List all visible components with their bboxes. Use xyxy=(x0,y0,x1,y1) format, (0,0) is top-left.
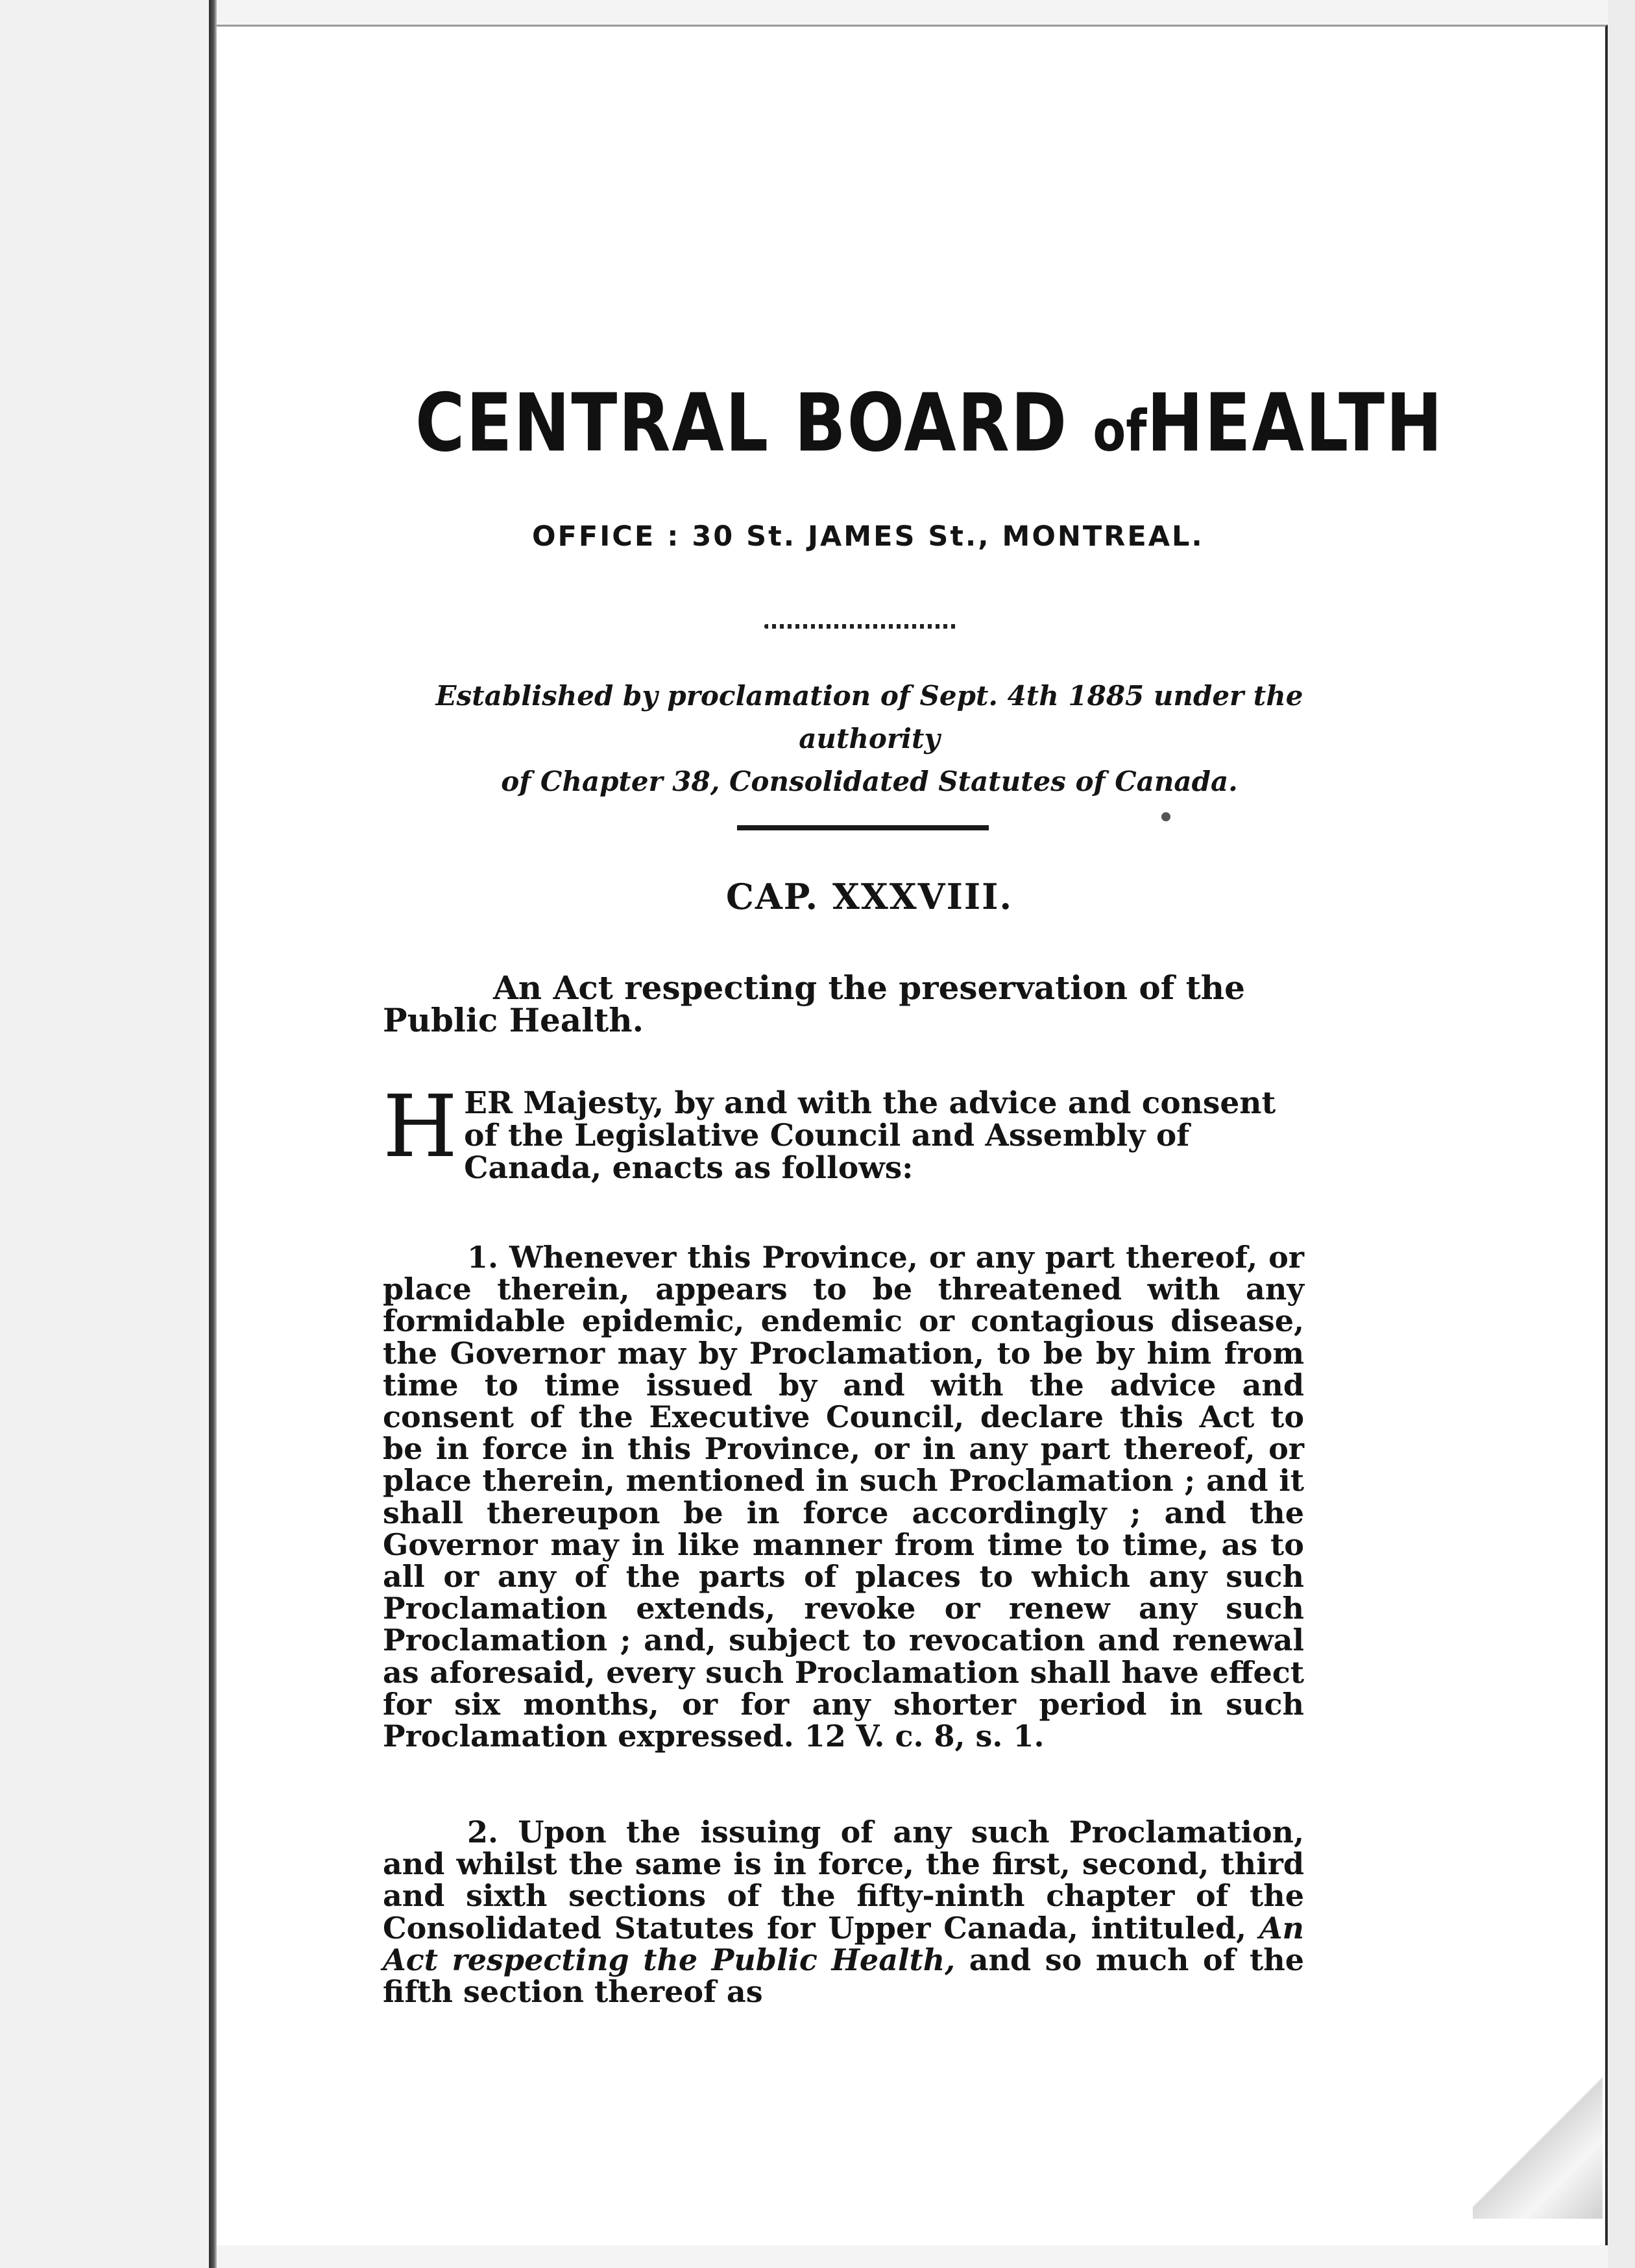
section-1-number: 1. xyxy=(467,1240,499,1275)
section-2-text-after: and so much of the fifth section thereof as xyxy=(383,1942,1304,2010)
page-gutter xyxy=(209,0,217,2268)
preamble-text: ER Majesty, by and with the advice and consent of the Legislative Council and Assembly of Canada, enacts as follows: xyxy=(464,1085,1276,1186)
section-2-number: 2. xyxy=(467,1815,499,1850)
masthead-part2: of xyxy=(1093,398,1147,464)
chapter-heading: CAP. XXXVIII. xyxy=(725,876,1013,917)
masthead-part3: HEALTH xyxy=(1146,376,1444,470)
section-1-text: Whenever this Province, or any part thereof, or place therein, appears to be threatened with any formidable epidemic, endemic or contagious disease, the Governor may by Proclamation, to be by him from time to time issued by and with the advice and consent of the Executive Council, declare this Act to be in force in this Province, or in any part thereof, or place therein, mentioned in such Proclamation ; and it shall thereupon be in force accordingly ; and the Governor may in like manner from time to time, as to all or any of the parts of places to which any such Proclamation extends, revoke or renew any such Proclamation ; and, subject to revocation and renewal as aforesaid, every such Proclamation shall have effect for six months, or for any shorter period in such Proclamation expressed. 12 V. c. 8, s. 1. xyxy=(383,1240,1305,1754)
section-2-italic-title: An Act respecting the Public Health, xyxy=(383,1910,1304,1977)
section-2 xyxy=(383,1816,1304,2008)
wavy-ornament-rule xyxy=(764,624,959,629)
right-margin xyxy=(1608,0,1635,2268)
masthead-title xyxy=(415,376,1444,470)
establishment-line-2: of Chapter 38, Consolidated Statutes of Canada. xyxy=(501,766,1238,797)
office-address: OFFICE : 30 St. JAMES St., MONTREAL. xyxy=(532,520,1204,553)
section-2-text-before: Upon the issuing of any such Proclamation, and whilst the same is in force, the first, second, third and sixth sections of the fifty-ninth chapter of the Consolidated Statutes for Upper Canada, intituled, xyxy=(383,1815,1305,1946)
preamble xyxy=(383,1077,1304,1186)
ink-speck xyxy=(1161,812,1170,821)
page-corner-curl xyxy=(1473,2031,1603,2219)
drop-capital: H xyxy=(383,1077,458,1177)
establishment-line-1: Established by proclamation of Sept. 4th 1885 under the authority xyxy=(435,680,1303,754)
establishment-note xyxy=(415,675,1324,803)
left-facing-page xyxy=(0,0,209,2268)
act-title: An Act respecting the preservation of the Public Health. xyxy=(383,969,1245,1039)
horizontal-rule xyxy=(737,825,989,830)
masthead-part1: CENTRAL BOARD xyxy=(415,376,1093,470)
section-1 xyxy=(383,1242,1304,1752)
